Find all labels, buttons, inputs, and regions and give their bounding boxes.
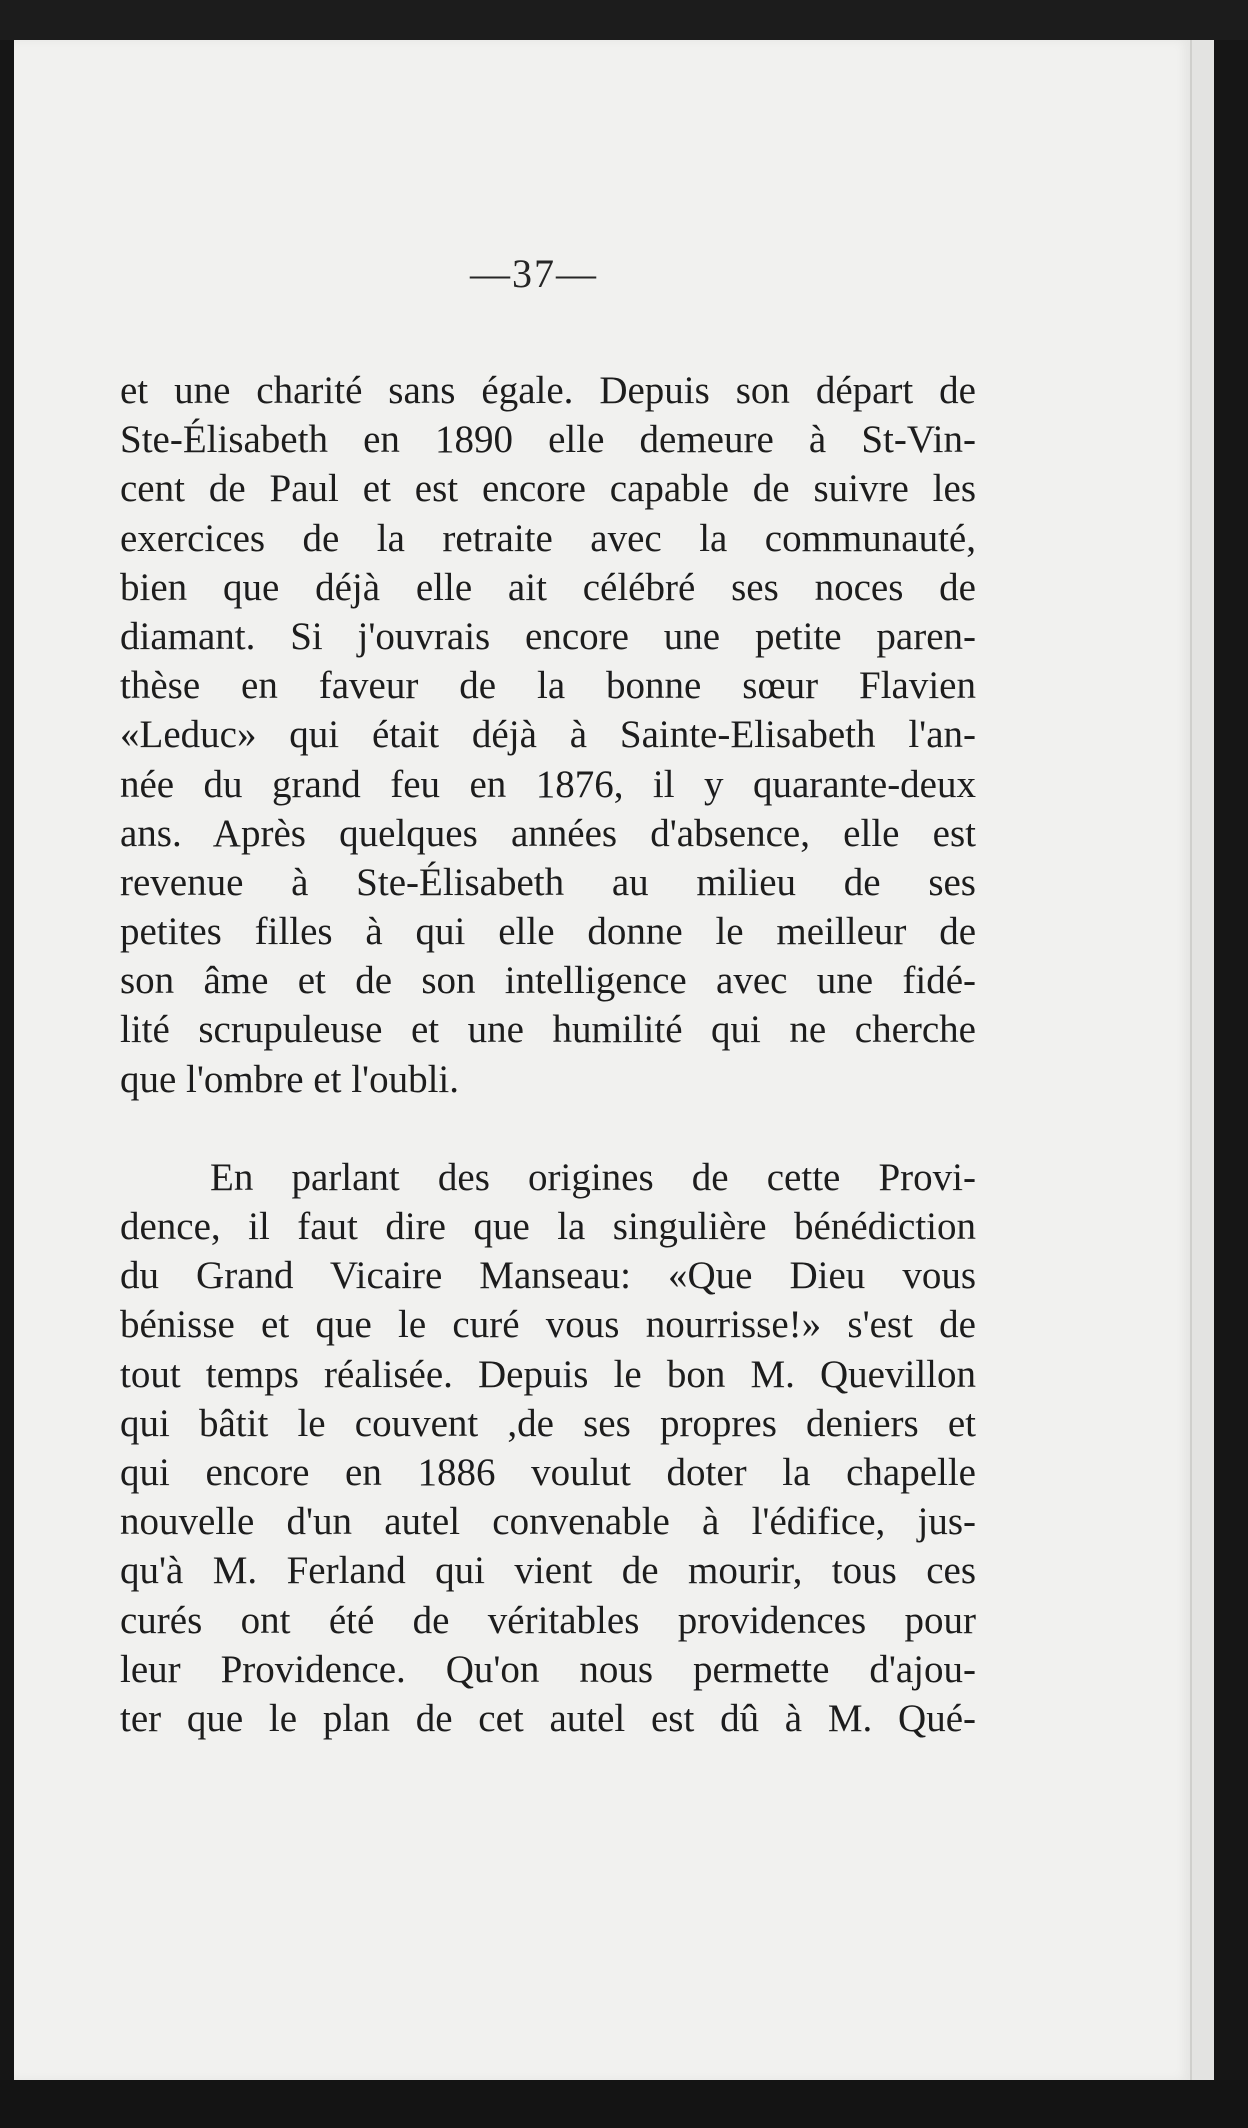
paragraph-2 <box>120 1153 976 1743</box>
scan-border-top <box>0 0 1248 40</box>
scan-border-bottom <box>0 2080 1248 2128</box>
text-line: cent de Paul et est encore capable de suivre les <box>120 467 976 511</box>
text-line: qu'à M. Ferland qui vient de mourir, tous ces <box>120 1549 976 1593</box>
text-line: née du grand feu en 1876, il y quarante-deux <box>120 762 976 806</box>
text-line: curés ont été de véritables providences pour <box>120 1598 976 1642</box>
text-line: exercices de la retraite avec la communauté, <box>120 516 976 560</box>
body-text <box>120 366 976 1743</box>
text-line: «Leduc» qui était déjà à Sainte-Elisabeth l'an- <box>120 713 976 757</box>
text-line: En parlant des origines de cette Provi- <box>210 1155 976 1199</box>
text-line: revenue à Ste-Élisabeth au milieu de ses <box>120 860 976 904</box>
text-line: bénisse et que le curé vous nourrisse!» s'est de <box>120 1303 976 1347</box>
text-line: ter que le plan de cet autel est dû à M. Qué- <box>120 1696 976 1740</box>
text-line: leur Providence. Qu'on nous permette d'ajou- <box>120 1647 976 1691</box>
text-line: ans. Après quelques années d'absence, elle est <box>120 811 976 855</box>
text-line: du Grand Vicaire Manseau: «Que Dieu vous <box>120 1254 976 1298</box>
text-line: nouvelle d'un autel convenable à l'édifice, jus- <box>120 1500 976 1544</box>
book-page <box>14 40 1190 2080</box>
text-line: qui encore en 1886 voulut doter la chapelle <box>120 1450 976 1494</box>
text-line: que l'ombre et l'oubli. <box>120 1057 459 1101</box>
paragraph-1 <box>120 366 976 1104</box>
text-line: lité scrupuleuse et une humilité qui ne cherche <box>120 1008 976 1052</box>
text-line: bien que déjà elle ait célébré ses noces de <box>120 565 976 609</box>
text-line: dence, il faut dire que la singulière bénédiction <box>120 1205 976 1248</box>
page-edge <box>1190 40 1214 2080</box>
text-line: tout temps réalisée. Depuis le bon M. Quevillon <box>120 1352 976 1396</box>
text-line: petites filles à qui elle donne le meilleur de <box>120 910 976 954</box>
text-line: diamant. Si j'ouvrais encore une petite paren- <box>120 614 976 658</box>
text-line: son âme et de son intelligence avec une fidé- <box>120 959 976 1003</box>
text-line: qui bâtit le couvent ,de ses propres deniers et <box>120 1401 976 1445</box>
text-line: Ste-Élisabeth en 1890 elle demeure à St-Vin- <box>120 418 976 462</box>
text-line: et une charité sans égale. Depuis son départ de <box>120 369 976 412</box>
text-line: thèse en faveur de la bonne sœur Flavien <box>120 664 976 708</box>
page-number: —37— <box>470 251 598 296</box>
